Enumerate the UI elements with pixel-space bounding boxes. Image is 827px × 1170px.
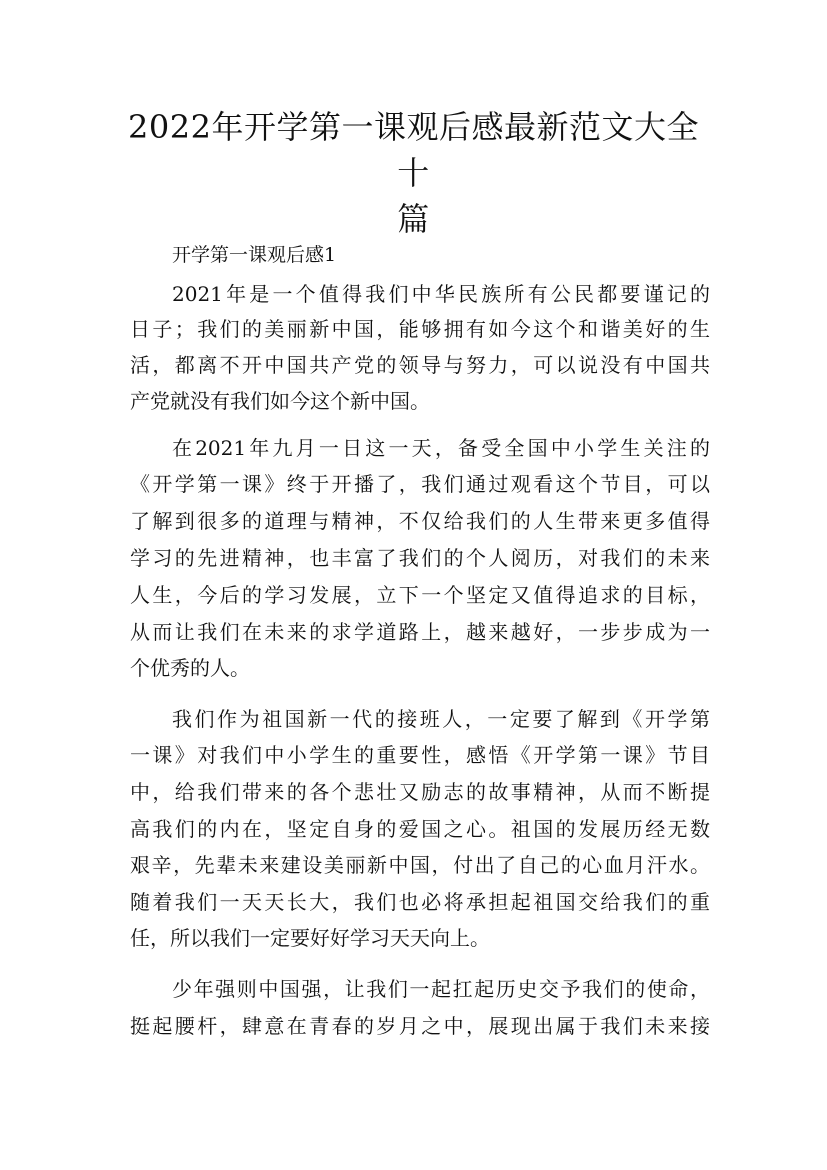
paragraph-2-line-4: 学习的先进精神，也丰富了我们的个人阅历，对我们的未来 bbox=[130, 546, 710, 570]
paragraph-3-line-6: 随着我们一天天长大，我们也必将承担起祖国交给我们的重 bbox=[130, 890, 710, 914]
paragraph-3-line-7: 任，所以我们一定要好好学习天天向上。 bbox=[130, 926, 490, 950]
paragraph-4-line-2: 挺起腰杆，肆意在青春的岁月之中，展现出属于我们未来接 bbox=[130, 1014, 710, 1038]
paragraph-2-line-1: 在2021年九月一日这一天，备受全国中小学生关注的 bbox=[172, 436, 710, 460]
section-heading: 开学第一课观后感1 bbox=[172, 244, 337, 266]
paragraph-2-line-3: 了解到很多的道理与精神，不仅给我们的人生带来更多值得 bbox=[130, 509, 710, 533]
paragraph-1-line-1: 2021年是一个值得我们中华民族所有公民都要谨记的 bbox=[172, 282, 710, 306]
paragraph-4-line-1: 少年强则中国强，让我们一起扛起历史交予我们的使命， bbox=[172, 977, 710, 1001]
paragraph-2-line-2: 《开学第一课》终于开播了，我们通过观看这个节目，可以 bbox=[130, 472, 710, 496]
document-title bbox=[120, 104, 707, 242]
paragraph-3-line-5: 艰辛，先辈未来建设美丽新中国，付出了自己的心血月汗水。 bbox=[130, 853, 710, 877]
paragraph-2-line-6: 从而让我们在未来的求学道路上，越来越好，一步步成为一 bbox=[130, 620, 710, 644]
paragraph-1-line-4: 产党就没有我们如今这个新中国。 bbox=[130, 389, 430, 413]
paragraph-3-line-3: 中，给我们带来的各个悲壮又励志的故事精神，从而不断提 bbox=[130, 780, 710, 804]
paragraph-2-line-5: 人生，今后的学习发展，立下一个坚定又值得追求的目标， bbox=[130, 583, 710, 607]
paragraph-3-line-2: 一课》对我们中小学生的重要性，感悟《开学第一课》节目 bbox=[130, 743, 710, 767]
paragraph-3-line-4: 高我们的内在，坚定自身的爱国之心。祖国的发展历经无数 bbox=[130, 817, 710, 841]
document-title-line-1: 2022年开学第一课观后感最新范文大全十 bbox=[128, 108, 699, 192]
paragraph-2-line-7: 个优秀的人。 bbox=[130, 656, 250, 680]
document-title-line-2: 篇 bbox=[397, 200, 430, 238]
paragraph-1-line-2: 日子；我们的美丽新中国，能够拥有如今这个和谐美好的生 bbox=[130, 317, 710, 341]
paragraph-1-line-3: 活，都离不开中国共产党的领导与努力，可以说没有中国共 bbox=[130, 353, 710, 377]
paragraph-3-line-1: 我们作为祖国新一代的接班人，一定要了解到《开学第 bbox=[172, 707, 710, 731]
